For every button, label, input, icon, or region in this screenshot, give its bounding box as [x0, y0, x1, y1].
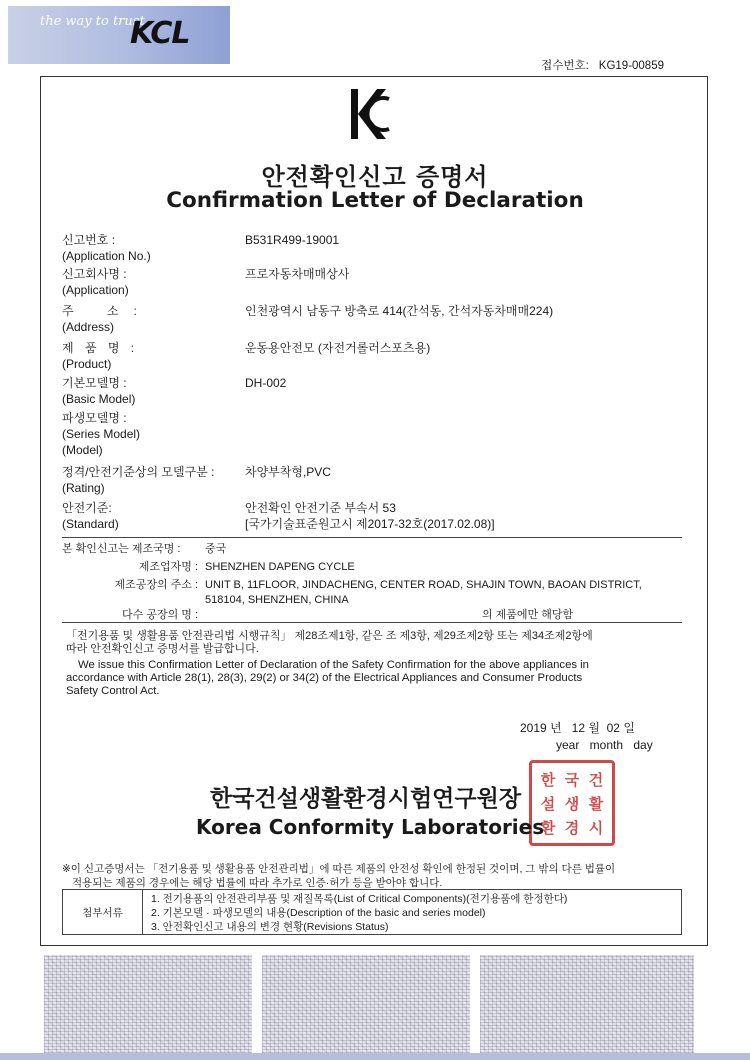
- seal-glyph: 설: [540, 794, 556, 813]
- field-address-label: 주 소: (Address): [62, 304, 152, 334]
- field-basic-model-value: DH-002: [245, 376, 287, 390]
- field-applicant-label: 신고회사명 : (Application): [62, 267, 129, 297]
- receipt-number: [541, 57, 664, 73]
- field-rating-label: 정격/안전기준상의 모델구분 : (Rating): [62, 465, 215, 495]
- security-pattern: [44, 955, 252, 1053]
- maker-label: 제조업자명 :: [138, 561, 198, 573]
- security-pattern: [480, 955, 694, 1053]
- issuer-korean: 한국건설생활환경시험연구원장: [210, 786, 522, 812]
- field-application-no-label: 신고번호 : (Application No.): [62, 233, 151, 263]
- factory-value: UNIT B, 11FLOOR, JINDACHENG, CENTER ROAD, SHAJIN TOWN, BAOAN DISTRICT, 518104, SHENZHEN, CHINA: [205, 579, 642, 606]
- factory-label: 제조공장의 주소 :: [114, 579, 198, 591]
- multi-factory-note: 의 제품에만 해당함: [482, 609, 574, 621]
- security-pattern: [262, 955, 470, 1053]
- maker-value: SHENZHEN DAPENG CYCLE: [205, 561, 355, 573]
- tagline: the way to trust: [40, 14, 145, 29]
- country-value: 중국: [205, 543, 227, 555]
- field-product-label: 제 품 명 : (Product): [62, 341, 135, 371]
- statement-korean: 「전기용품 및 생활용품 안전관리법 시행규칙」 제28조제1항, 같은 조 제3항, 제29조제2항 또는 제34조제2항에 따라 안전확인신고 증명서를 발급합니다.: [66, 630, 593, 655]
- field-applicant-value: 프로자동차매매상사: [245, 267, 350, 281]
- attachments-table: [62, 889, 682, 935]
- field-standard-value: 안전확인 안전기준 부속서 53 [국가기술표준원고시 제2017-32호(2017.02.08)]: [245, 501, 495, 531]
- field-basic-model-label: 기본모델명 : (Basic Model): [62, 376, 136, 406]
- seal-glyph: 국: [564, 770, 580, 789]
- title-english: Confirmation Letter of Declaration: [166, 188, 584, 213]
- attachments-list: [151, 892, 567, 934]
- seal-glyph: 활: [588, 794, 604, 813]
- seal-glyph: 한: [540, 770, 556, 789]
- receipt-label: 접수번호:: [541, 60, 589, 72]
- statement-english: We issue this Confirmation Letter of Declaration of the Safety Confirmation for the above appliances in accordance with Article 28(1), 28(3), 29(2) or 34(2) of the Electrical Appliances and Consumer Products Safety Control Act.: [66, 659, 589, 697]
- attachments-label: 첨부서류: [63, 890, 143, 934]
- seal-glyph: 시: [588, 818, 604, 837]
- seal-glyph: 경: [564, 818, 580, 837]
- field-address-value: 인천광역시 남동구 방축로 414(간석동, 간석자동차매매224): [245, 304, 554, 318]
- seal-glyph: 생: [564, 794, 580, 813]
- field-product-value: 운동용안전모 (자전거롤러스포츠용): [245, 341, 431, 355]
- title-korean: 안전확인신고 증명서: [261, 163, 489, 191]
- receipt-value: KG19-00859: [598, 60, 664, 72]
- attachment-item: 3. 안전확인신고 내용의 변경 현황(Revisions Status): [151, 921, 389, 933]
- field-rating-value: 차양부착형,PVC: [245, 465, 331, 479]
- multi-factory-label: 다수 공장의 명 :: [122, 609, 198, 621]
- field-application-no-value: B531R499-19001: [245, 233, 340, 247]
- seal-glyph: 건: [588, 770, 604, 789]
- issue-date: 2019 년 12 월 02 일: [520, 721, 635, 735]
- issuer-english: Korea Conformity Laboratories: [196, 815, 545, 839]
- issue-date-words: year month day: [556, 738, 653, 752]
- attachment-item: 1. 전기용품의 안전관리부품 및 재질목록(List of Critical Components)(전기용품에 한정한다): [151, 893, 568, 905]
- footnote: ※이 신고증명서는 「전기용품 및 생활용품 안전관리법」에 따른 제품의 안전성 확인에 한정된 것이며, 그 밖의 다른 법률이 적용되는 제품의 경우에는 해당 법률에 따라 추가로 인증·허가 등을 받아야 합니다.: [62, 863, 616, 889]
- attachment-item: 2. 기본모델 · 파생모델의 내용(Description of the basic and series model): [151, 907, 486, 919]
- kcl-logo: KCL: [130, 16, 190, 51]
- country-label: 본 확인신고는 제조국명 :: [62, 543, 181, 555]
- seal-glyph: 환: [540, 818, 556, 837]
- manufacturer-box: [62, 537, 682, 623]
- field-standard-label: 안전기준: (Standard): [62, 501, 119, 531]
- kc-mark-icon: [349, 85, 393, 143]
- field-series-model-label: 파생모델명 : (Series Model) (Model): [62, 411, 141, 457]
- bottom-bar: [0, 1053, 750, 1060]
- kcl-banner: [8, 6, 230, 64]
